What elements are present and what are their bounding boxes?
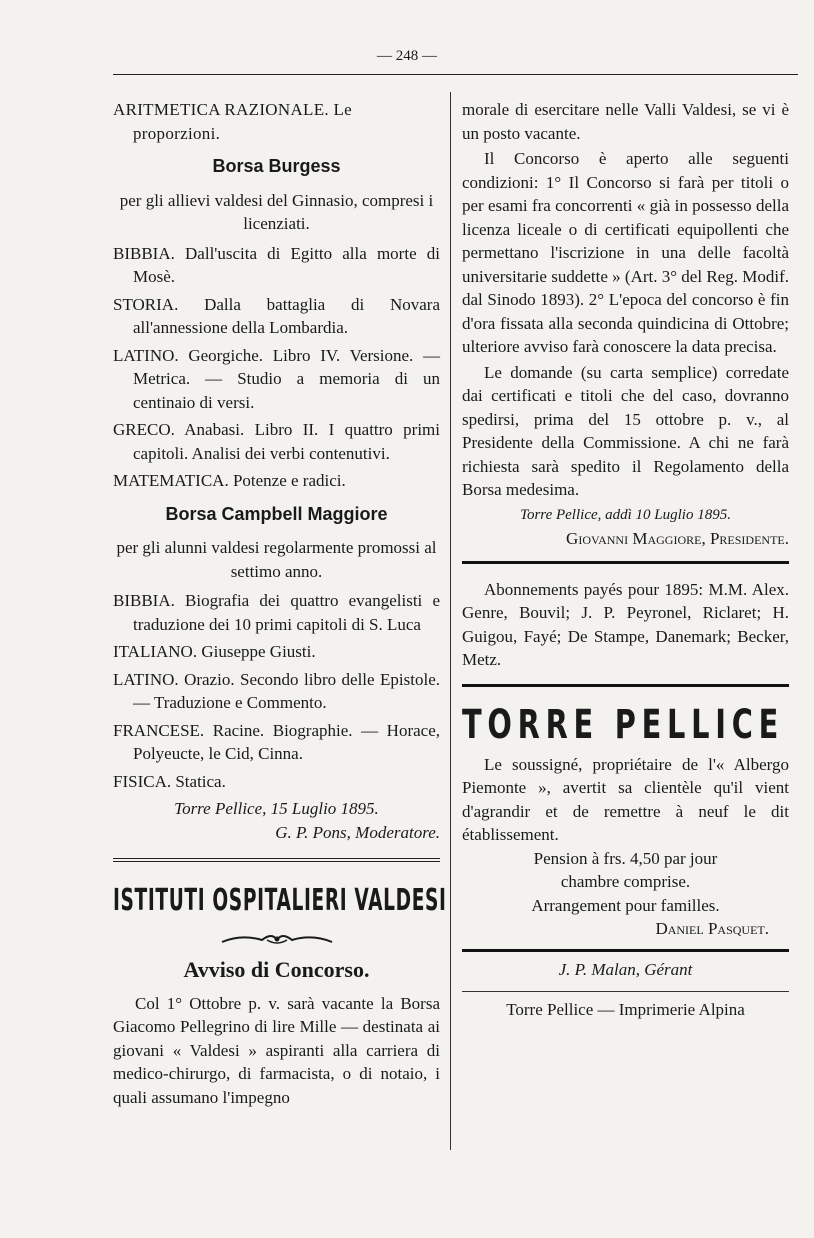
concorso-conditions: Il Concorso è aperto alle seguenti condizioni: 1° Il Concorso si farà per titoli o per esami fra concorrenti « già in possesso della licenza liceale o di certificati equipollenti che permettano l'iscrizione in una delle facoltà universitarie suddette » (Art. 3° del Reg. Modif. dal Sinodo 1893). 2° L'epoca del concorso è fin d'ora fissata alla seconda quindicina di Ottobre; ulteriore avviso farà conoscere la data precisa. [462, 149, 789, 356]
signature-text: Giovanni Maggiore, Presidente. [566, 529, 789, 548]
ornament-icon [113, 930, 440, 952]
campbell-dateline: Torre Pellice, 15 Luglio 1895. [174, 799, 379, 818]
column-divider [450, 92, 451, 1150]
section-divider [462, 561, 789, 564]
campbell-item: ITALIANO. Giuseppe Giusti. [113, 642, 316, 661]
concorso-applications: Le domande (su carta semplice) corredate dai certificati e titoli che del caso, dovranno spedirsi, prima del 15 ottobre p. v., al Presidente della Commissione. A chi ne farà richiesta sarà spedito il Regolamento della Borsa medesima. [462, 362, 789, 499]
burgess-item: BIBBIA. Dall'uscita di Egitto alla morte di Mosè. [113, 243, 440, 286]
section-divider [462, 684, 789, 687]
imprimerie-line: Torre Pellice — Imprimerie Alpina [506, 1000, 745, 1019]
right-column [462, 98, 789, 1022]
campbell-signature: G. P. Pons, Moderatore. [275, 822, 440, 842]
burgess-item: MATEMATICA. Potenze e radici. [113, 471, 346, 490]
istituti-title: ISTITUTI OSPITALIERI VALDESI [113, 883, 447, 918]
abonnements-text: Abonnements payés pour 1895: M.M. Alex. Genre, Bouvil; J. P. Peyronel, Riclaret; H. Guigou, Fayé; De Stampe, Danemark; Becker, Metz. [462, 579, 789, 669]
burgess-item: STORIA. Dalla battaglia di Novara all'annessione della Lombardia. [113, 294, 440, 337]
avviso-title: Avviso di Concorso. [183, 957, 370, 982]
borsa-burgess-title: Borsa Burgess [212, 156, 341, 176]
torre-pellice-title: TORRE PELLICE [462, 701, 785, 748]
daniel-signature: Daniel Pasquet. [655, 919, 769, 938]
section-divider [113, 858, 440, 862]
section-divider [462, 949, 789, 952]
page-number: — 248 — [377, 48, 437, 64]
aritmetica-entry: ARITMETICA RAZIONALE. Le proporzioni. [113, 100, 353, 143]
left-column [113, 98, 447, 1109]
header-rule [113, 74, 798, 75]
borsa-campbell-title: Borsa Campbell Maggiore [165, 503, 388, 524]
campbell-item: BIBBIA. Biografia dei quattro evangelisti e traduzione dei 10 primi capitoli di S. Luca [113, 591, 440, 634]
pension-line-2: chambre comprise. [560, 872, 691, 891]
concorso-signature [462, 527, 789, 551]
burgess-item: LATINO. Georgiche. Libro IV. Versione. — Metrica. — Studio a memoria di un centinaio di versi. [113, 345, 440, 412]
campbell-item: FISICA. Statica. [113, 771, 226, 791]
borsa-campbell-subtitle: per gli alunni valdesi regolarmente promossi al settimo anno. [116, 538, 437, 581]
borsa-burgess-subtitle: per gli allievi valdesi del Ginnasio, compresi i licenziati. [119, 190, 434, 233]
pension-line: Pension à frs. 4,50 par jour [533, 848, 718, 868]
arrangement-line: Arrangement pour familles. [531, 895, 720, 915]
burgess-item: GRECO. Anabasi. Libro II. I quattro primi capitoli. Analisi dei verbi contenutivi. [113, 420, 440, 463]
avviso-text: Col 1° Ottobre p. v. sarà vacante la Borsa Giacomo Pellegrino di lire Mille — destinata ai giovani « Valdesi » aspiranti alla carriera di medico-chirurgo, di farmacista, o di notaio, i quali assumano l'impegno [113, 993, 440, 1107]
annonce-text: Le soussigné, propriétaire de l'« Albergo Piemonte », avertit sa clientèle qu'il vient d'agrandir et de remettre à neuf le dit établissement. [462, 754, 789, 844]
concorso-dateline: Torre Pellice, addì 10 Luglio 1895. [520, 506, 731, 523]
avviso-continued: morale di esercitare nelle Valli Valdesi, se vi è un posto vacante. [462, 100, 789, 143]
campbell-item: FRANCESE. Racine. Biographie. — Horace, Polyeucte, le Cid, Cinna. [113, 720, 440, 763]
gerant-line: J. P. Malan, Gérant [558, 959, 693, 979]
footer-rule [462, 991, 789, 992]
campbell-item: LATINO. Orazio. Secondo libro delle Epistole. — Traduzione e Commento. [113, 669, 440, 712]
